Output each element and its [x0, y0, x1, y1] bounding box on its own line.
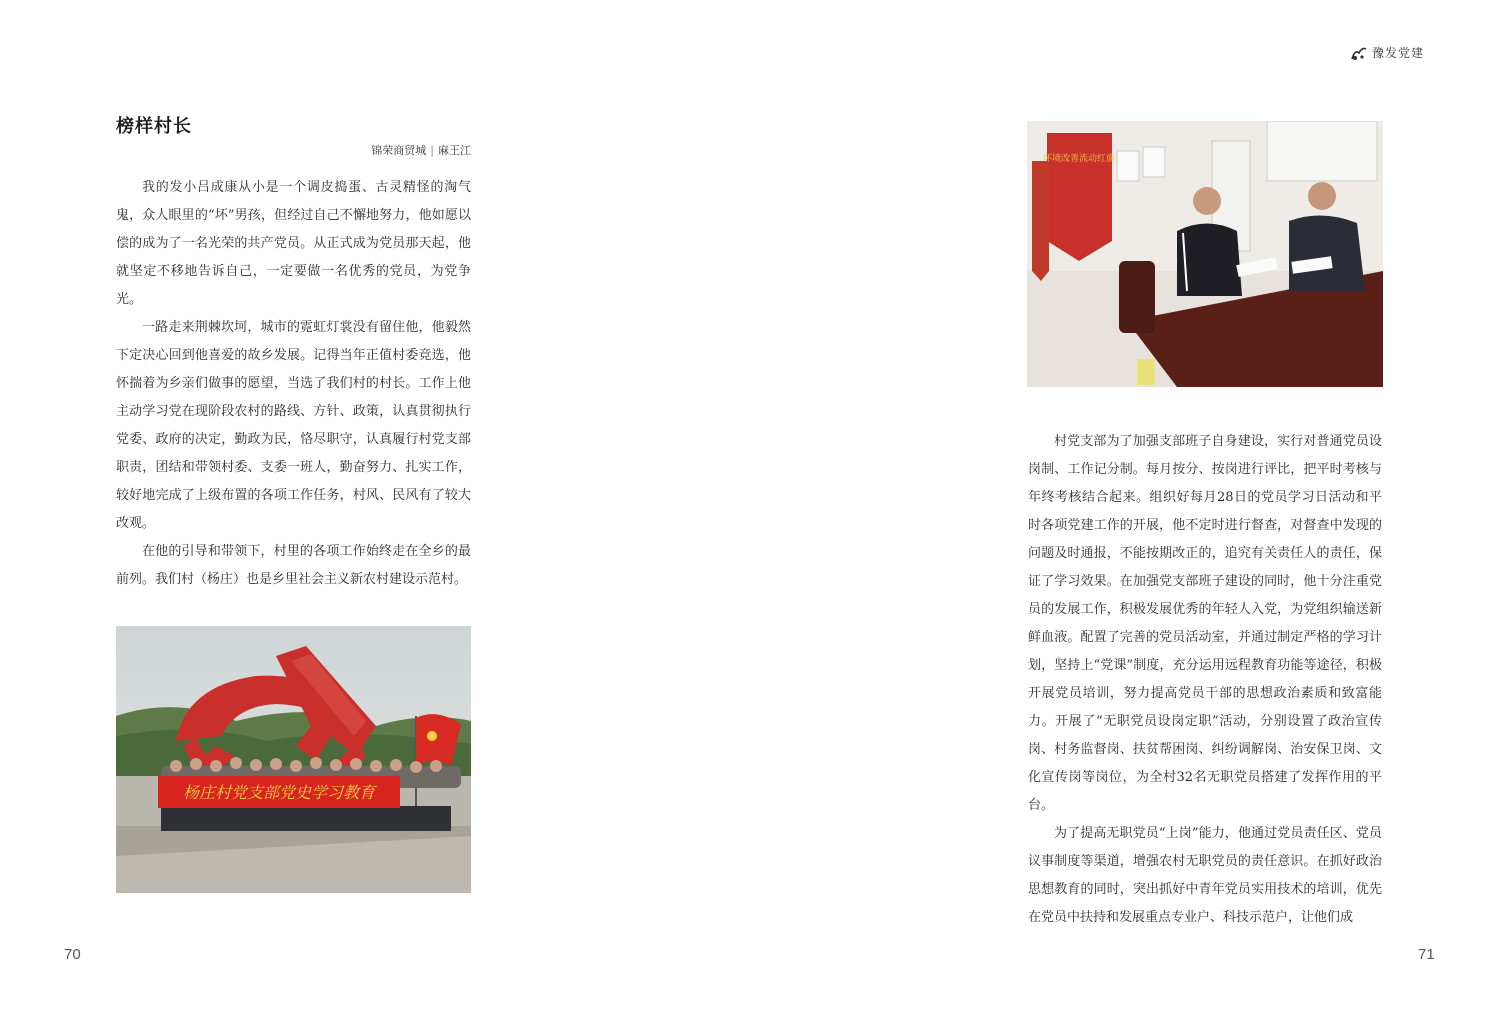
paragraph: 一路走来荆棘坎坷，城市的霓虹灯裳没有留住他，他毅然下定决心回到他喜爱的故乡发展。记得当年正值村委竞选，他怀揣着为乡亲们做事的愿望，当选了我们村的村长。工作上他主动学习党在现阶段农村的路线、方针、政策，认真贯彻执行党委、政府的决定，勤政为民，恪尽职守，认真履行村党支部职责，团结和带领村委、支委一班人，勤奋努力、扎实工作，较好地完成了上级布置的各项工作任务，村风、民风有了较大改观。: [116, 320, 471, 531]
left-body-text: [116, 174, 471, 594]
publication-logo-icon: [1350, 45, 1368, 61]
byline-unit: 锦荣商贸城: [371, 144, 427, 157]
office-meeting-photo: [1027, 121, 1383, 387]
paragraph: 村党支部为了加强支部班子自身建设，实行对普通党员设岗制、工作记分制。每月按分、按岗进行评比，把平时考核与年终考核结合起来。组织好每月28日的党员学习日活动和平时各项党建工作的开展，他不定时进行督查，对督查中发现的问题及时通报，不能按期改正的，追究有关责任人的责任，保证了学习效果。在加强党支部班子建设的同时，他十分注重党员的发展工作，积极发展优秀的年轻人入党，为党组织输送新鲜血液。配置了完善的党员活动室，并通过制定严格的学习计划，坚持上“党课”制度，充分运用远程教育功能等途径，积极开展党员培训，努力提高党员干部的思想政治素质和致富能力。开展了“无职党员设岗定职”活动，分别设置了政治宣传岗、村务监督岗、扶贫帮困岗、纠纷调解岗、治安保卫岗、文化宣传岗等岗位，为全村32名无职党员搭建了发挥作用的平台。: [1028, 434, 1382, 813]
running-header-text: 豫发党建: [1372, 46, 1425, 60]
page-number-right: 71: [1418, 946, 1435, 963]
banner-text: 杨庄村党支部党史学习教育: [182, 783, 376, 802]
right-body-text: [1028, 428, 1382, 932]
group-photo-party-emblem: [116, 626, 471, 893]
paragraph: 为了提高无职党员“上岗”能力，他通过党员责任区、党员议事制度等渠道，增强农村无职党员的责任意识。在抓好政治思想教育的同时，突出抓好中青年党员实用技术的培训，优先在党员中扶持和发展重点专业户、科技示范户，让他们成: [1028, 826, 1382, 925]
office-meeting-illustration: [1027, 121, 1383, 387]
group-photo-illustration: [116, 626, 471, 893]
byline: [300, 142, 471, 158]
byline-author: 麻王江: [438, 144, 471, 157]
article-title: 榜样村长: [116, 116, 192, 137]
page-number-left: 70: [64, 946, 81, 963]
running-header: [1350, 44, 1424, 61]
right-page: [750, 0, 1500, 1025]
paragraph: 我的发小吕成康从小是一个调皮捣蛋、古灵精怪的淘气鬼，众人眼里的“坏”男孩，但经过自己不懈地努力，他如愿以偿的成为了一名光荣的共产党员。从正式成为党员那天起，他就坚定不移地告诉自己，一定要做一名优秀的党员，为党争光。: [116, 180, 471, 307]
pennant-text: 环境改善流动红旗: [1042, 154, 1116, 164]
paragraph: 在他的引导和带领下，村里的各项工作始终走在全乡的最前列。我们村（杨庄）也是乡里社会主义新农村建设示范村。: [116, 544, 471, 587]
byline-divider: |: [430, 144, 434, 157]
